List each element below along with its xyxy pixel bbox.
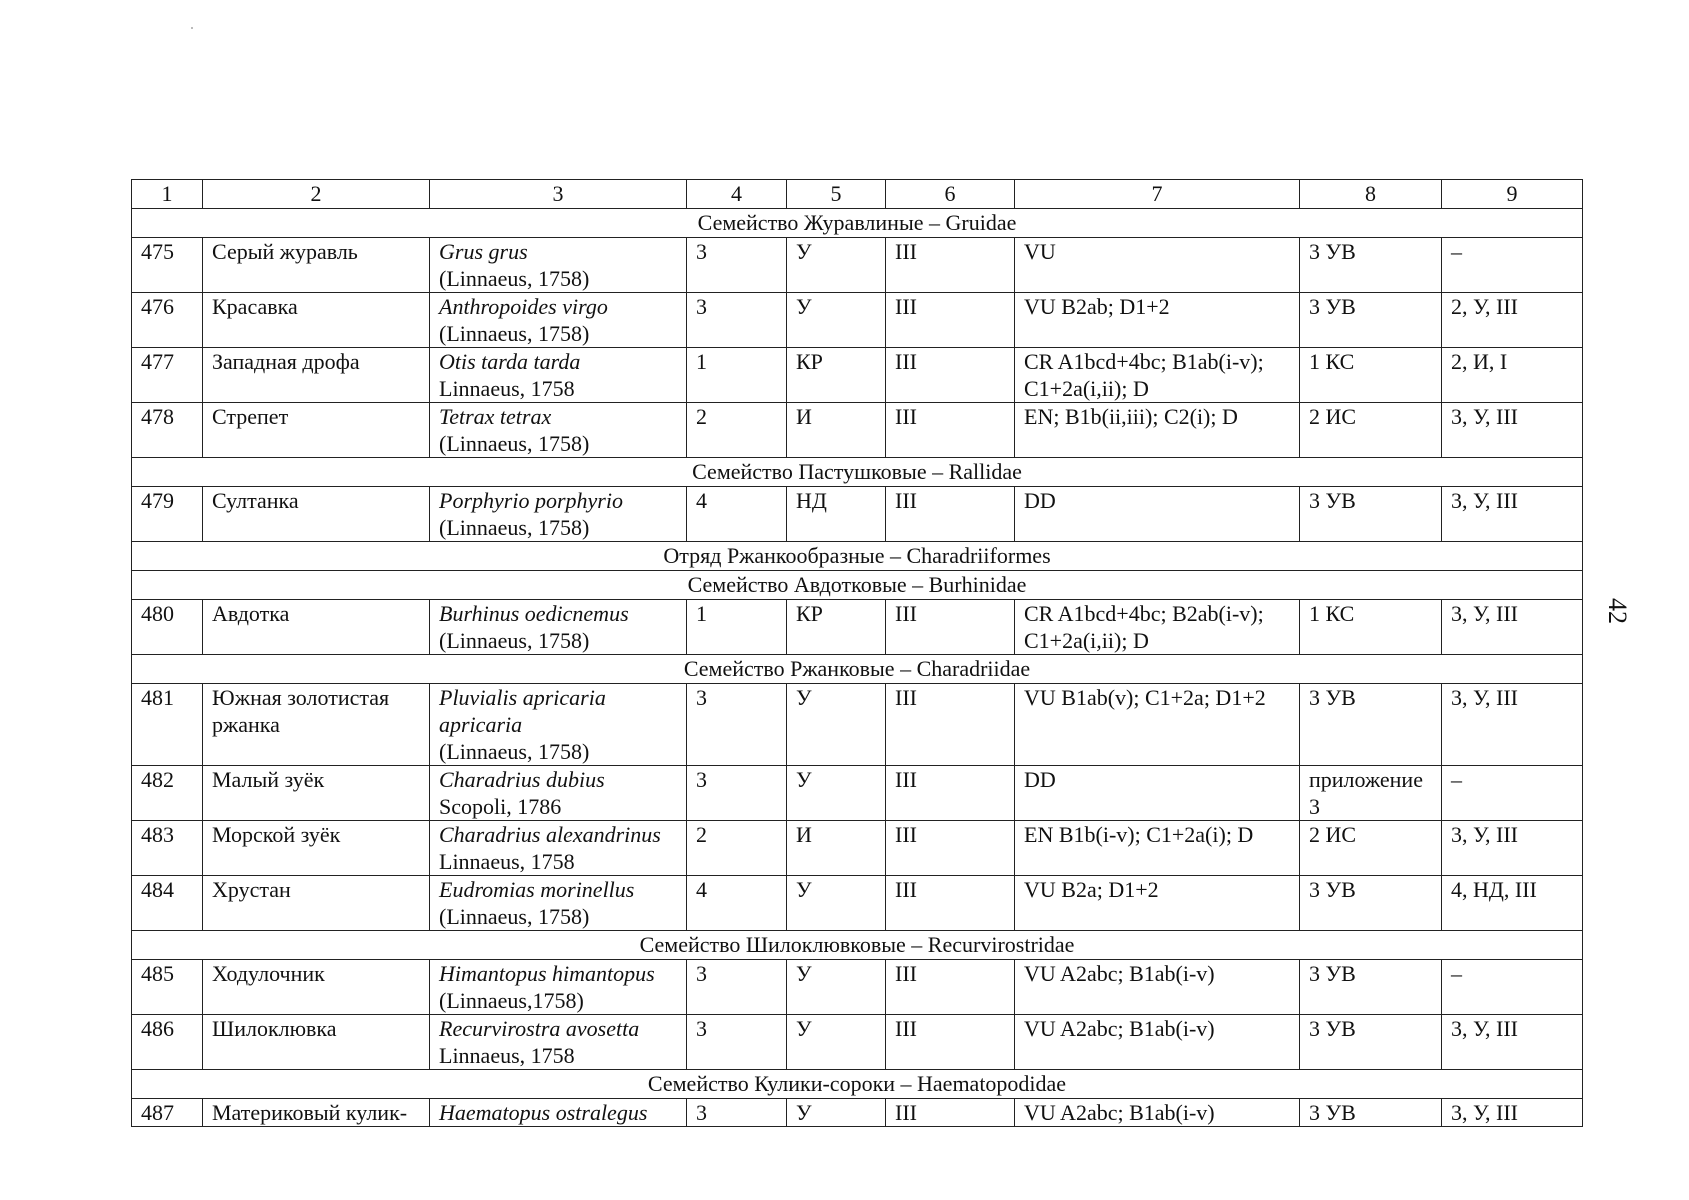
column-6-cell: III <box>886 821 1015 876</box>
russian-name-cell: Серый журавль <box>203 238 430 293</box>
species-row <box>132 821 1583 876</box>
column-6-cell: III <box>886 1015 1015 1070</box>
column-4-cell: 2 <box>687 821 787 876</box>
taxon-author: (Linnaeus, 1758) <box>439 321 590 346</box>
scan-speck <box>191 27 193 29</box>
column-8-cell: 1 КС <box>1300 600 1442 655</box>
latin-binomial: Charadrius dubius <box>439 767 605 792</box>
column-7-cell: VU B2ab; D1+2 <box>1015 293 1300 348</box>
column-5-cell: У <box>787 293 886 348</box>
species-number-cell: 477 <box>132 348 203 403</box>
russian-name-cell: Султанка <box>203 487 430 542</box>
species-row <box>132 1015 1583 1070</box>
latin-name-cell <box>430 684 687 766</box>
column-7-cell: VU A2abc; B1ab(i-v) <box>1015 1099 1300 1127</box>
species-number-cell: 476 <box>132 293 203 348</box>
column-9-cell: 3, У, III <box>1442 821 1583 876</box>
column-9-cell: 3, У, III <box>1442 1099 1583 1127</box>
taxon-group-row <box>132 655 1583 684</box>
column-7-cell: VU B2a; D1+2 <box>1015 876 1300 931</box>
column-6-cell: III <box>886 960 1015 1015</box>
column-7-cell: CR A1bcd+4bc; B1ab(i-v); C1+2a(i,ii); D <box>1015 348 1300 403</box>
taxon-author: Linnaeus, 1758 <box>439 849 575 874</box>
column-4-cell: 3 <box>687 1099 787 1127</box>
table-body <box>132 180 1583 1127</box>
taxon-group-row <box>132 458 1583 487</box>
column-header-3: 3 <box>430 180 687 209</box>
species-number-cell: 480 <box>132 600 203 655</box>
species-row <box>132 348 1583 403</box>
latin-binomial: Himantopus himantopus <box>439 961 655 986</box>
latin-name-cell <box>430 487 687 542</box>
column-6-cell: III <box>886 238 1015 293</box>
latin-name-cell <box>430 238 687 293</box>
species-number-cell: 482 <box>132 766 203 821</box>
column-7-cell: VU <box>1015 238 1300 293</box>
column-8-cell: 2 ИС <box>1300 403 1442 458</box>
species-number-cell: 479 <box>132 487 203 542</box>
column-6-cell: III <box>886 1099 1015 1127</box>
taxon-author: Scopoli, 1786 <box>439 794 562 819</box>
column-5-cell: У <box>787 1099 886 1127</box>
taxon-group-heading: Семейство Авдотковые – Burhinidae <box>132 571 1583 600</box>
column-9-cell: 2, И, I <box>1442 348 1583 403</box>
column-7-cell: EN; B1b(ii,iii); C2(i); D <box>1015 403 1300 458</box>
russian-name-cell: Стрепет <box>203 403 430 458</box>
taxon-author: (Linnaeus, 1758) <box>439 515 590 540</box>
taxon-group-heading: Семейство Шилоклювковые – Recurvirostridae <box>132 931 1583 960</box>
column-8-cell: приложение 3 <box>1300 766 1442 821</box>
taxon-group-row <box>132 571 1583 600</box>
column-4-cell: 3 <box>687 684 787 766</box>
russian-name-cell: Южная золотистая ржанка <box>203 684 430 766</box>
latin-name-cell <box>430 403 687 458</box>
column-8-cell: 1 КС <box>1300 348 1442 403</box>
column-6-cell: III <box>886 403 1015 458</box>
column-7-cell: DD <box>1015 487 1300 542</box>
column-5-cell: И <box>787 821 886 876</box>
latin-name-cell <box>430 1099 687 1127</box>
russian-name-cell: Хрустан <box>203 876 430 931</box>
column-9-cell: 2, У, III <box>1442 293 1583 348</box>
russian-name-cell: Западная дрофа <box>203 348 430 403</box>
taxon-author: (Linnaeus, 1758) <box>439 739 590 764</box>
species-number-cell: 483 <box>132 821 203 876</box>
column-4-cell: 4 <box>687 876 787 931</box>
column-7-cell: VU B1ab(v); C1+2a; D1+2 <box>1015 684 1300 766</box>
column-6-cell: III <box>886 600 1015 655</box>
column-9-cell: 3, У, III <box>1442 487 1583 542</box>
latin-binomial: Burhinus oedicnemus <box>439 601 629 626</box>
latin-binomial: Porphyrio porphyrio <box>439 488 623 513</box>
column-5-cell: КР <box>787 348 886 403</box>
column-header-9: 9 <box>1442 180 1583 209</box>
latin-name-cell <box>430 1015 687 1070</box>
column-6-cell: III <box>886 766 1015 821</box>
species-row <box>132 403 1583 458</box>
column-5-cell: У <box>787 684 886 766</box>
column-4-cell: 3 <box>687 293 787 348</box>
column-4-cell: 3 <box>687 238 787 293</box>
column-6-cell: III <box>886 684 1015 766</box>
column-5-cell: У <box>787 876 886 931</box>
column-header-1: 1 <box>132 180 203 209</box>
latin-name-cell <box>430 876 687 931</box>
column-5-cell: КР <box>787 600 886 655</box>
latin-binomial: Grus grus <box>439 239 528 264</box>
column-8-cell: 3 УВ <box>1300 1015 1442 1070</box>
column-8-cell: 3 УВ <box>1300 293 1442 348</box>
column-7-cell: VU A2abc; B1ab(i-v) <box>1015 960 1300 1015</box>
taxon-author: (Linnaeus, 1758) <box>439 904 590 929</box>
species-row <box>132 766 1583 821</box>
column-4-cell: 2 <box>687 403 787 458</box>
column-4-cell: 3 <box>687 960 787 1015</box>
taxon-group-heading: Семейство Журавлиные – Gruidae <box>132 209 1583 238</box>
latin-binomial: Haematopus ostralegus <box>439 1100 648 1125</box>
column-9-cell: 3, У, III <box>1442 1015 1583 1070</box>
column-8-cell: 3 УВ <box>1300 238 1442 293</box>
russian-name-cell: Шилоклювка <box>203 1015 430 1070</box>
column-8-cell: 3 УВ <box>1300 684 1442 766</box>
species-row <box>132 238 1583 293</box>
column-4-cell: 3 <box>687 766 787 821</box>
column-header-2: 2 <box>203 180 430 209</box>
taxon-group-heading: Семейство Пастушковые – Rallidae <box>132 458 1583 487</box>
column-5-cell: У <box>787 238 886 293</box>
column-6-cell: III <box>886 876 1015 931</box>
latin-name-cell <box>430 821 687 876</box>
column-header-6: 6 <box>886 180 1015 209</box>
species-number-cell: 484 <box>132 876 203 931</box>
latin-binomial: Eudromias morinellus <box>439 877 635 902</box>
taxon-author: (Linnaeus, 1758) <box>439 628 590 653</box>
species-row <box>132 684 1583 766</box>
column-7-cell: DD <box>1015 766 1300 821</box>
latin-binomial: Otis tarda tarda <box>439 349 581 374</box>
latin-name-cell <box>430 600 687 655</box>
taxon-group-row <box>132 209 1583 238</box>
russian-name-cell: Малый зуёк <box>203 766 430 821</box>
species-row <box>132 1099 1583 1127</box>
taxon-group-heading: Отряд Ржанкообразные – Charadriiformes <box>132 542 1583 571</box>
species-number-cell: 487 <box>132 1099 203 1127</box>
column-5-cell: У <box>787 960 886 1015</box>
latin-binomial: Recurvirostra avosetta <box>439 1016 640 1041</box>
taxon-group-heading: Семейство Ржанковые – Charadriidae <box>132 655 1583 684</box>
column-header-5: 5 <box>787 180 886 209</box>
red-book-species-table <box>131 179 1583 1127</box>
column-6-cell: III <box>886 487 1015 542</box>
column-4-cell: 3 <box>687 1015 787 1070</box>
taxon-group-row <box>132 1070 1583 1099</box>
species-number-cell: 475 <box>132 238 203 293</box>
species-row <box>132 600 1583 655</box>
species-number-cell: 478 <box>132 403 203 458</box>
column-4-cell: 4 <box>687 487 787 542</box>
column-8-cell: 3 УВ <box>1300 876 1442 931</box>
taxon-author: (Linnaeus,1758) <box>439 988 584 1013</box>
latin-binomial: Tetrax tetrax <box>439 404 552 429</box>
species-number-cell: 481 <box>132 684 203 766</box>
latin-name-cell <box>430 960 687 1015</box>
species-number-cell: 486 <box>132 1015 203 1070</box>
column-7-cell: VU A2abc; B1ab(i-v) <box>1015 1015 1300 1070</box>
column-6-cell: III <box>886 293 1015 348</box>
column-8-cell: 3 УВ <box>1300 487 1442 542</box>
column-5-cell: И <box>787 403 886 458</box>
species-number-cell: 485 <box>132 960 203 1015</box>
column-8-cell: 2 ИС <box>1300 821 1442 876</box>
latin-binomial: Charadrius alexandrinus <box>439 822 661 847</box>
column-7-cell: CR A1bcd+4bc; B2ab(i-v); C1+2a(i,ii); D <box>1015 600 1300 655</box>
column-5-cell: У <box>787 1015 886 1070</box>
column-9-cell: – <box>1442 960 1583 1015</box>
latin-name-cell <box>430 766 687 821</box>
russian-name-cell: Красавка <box>203 293 430 348</box>
latin-name-cell <box>430 348 687 403</box>
column-8-cell: 3 УВ <box>1300 960 1442 1015</box>
taxon-group-row <box>132 542 1583 571</box>
column-9-cell: 3, У, III <box>1442 684 1583 766</box>
column-9-cell: 4, НД, III <box>1442 876 1583 931</box>
column-header-4: 4 <box>687 180 787 209</box>
taxon-author: (Linnaeus, 1758) <box>439 431 590 456</box>
column-9-cell: – <box>1442 766 1583 821</box>
column-6-cell: III <box>886 348 1015 403</box>
taxon-author: Linnaeus, 1758 <box>439 1043 575 1068</box>
column-8-cell: 3 УВ <box>1300 1099 1442 1127</box>
species-row <box>132 960 1583 1015</box>
species-row <box>132 876 1583 931</box>
russian-name-cell: Материковый кулик- <box>203 1099 430 1127</box>
latin-name-cell <box>430 293 687 348</box>
russian-name-cell: Ходулочник <box>203 960 430 1015</box>
column-9-cell: 3, У, III <box>1442 600 1583 655</box>
column-9-cell: – <box>1442 238 1583 293</box>
column-5-cell: НД <box>787 487 886 542</box>
russian-name-cell: Авдотка <box>203 600 430 655</box>
latin-binomial: Pluvialis apricaria apricaria <box>439 685 606 737</box>
column-4-cell: 1 <box>687 348 787 403</box>
page-number: 42 <box>1603 598 1632 624</box>
column-7-cell: EN B1b(i-v); C1+2a(i); D <box>1015 821 1300 876</box>
taxon-author: Linnaeus, 1758 <box>439 376 575 401</box>
column-5-cell: У <box>787 766 886 821</box>
russian-name-cell: Морской зуёк <box>203 821 430 876</box>
column-header-7: 7 <box>1015 180 1300 209</box>
species-row <box>132 487 1583 542</box>
species-row <box>132 293 1583 348</box>
taxon-group-row <box>132 931 1583 960</box>
column-number-header-row <box>132 180 1583 209</box>
column-4-cell: 1 <box>687 600 787 655</box>
column-9-cell: 3, У, III <box>1442 403 1583 458</box>
taxon-author: (Linnaeus, 1758) <box>439 266 590 291</box>
column-header-8: 8 <box>1300 180 1442 209</box>
latin-binomial: Anthropoides virgo <box>439 294 608 319</box>
taxon-group-heading: Семейство Кулики-сороки – Haematopodidae <box>132 1070 1583 1099</box>
